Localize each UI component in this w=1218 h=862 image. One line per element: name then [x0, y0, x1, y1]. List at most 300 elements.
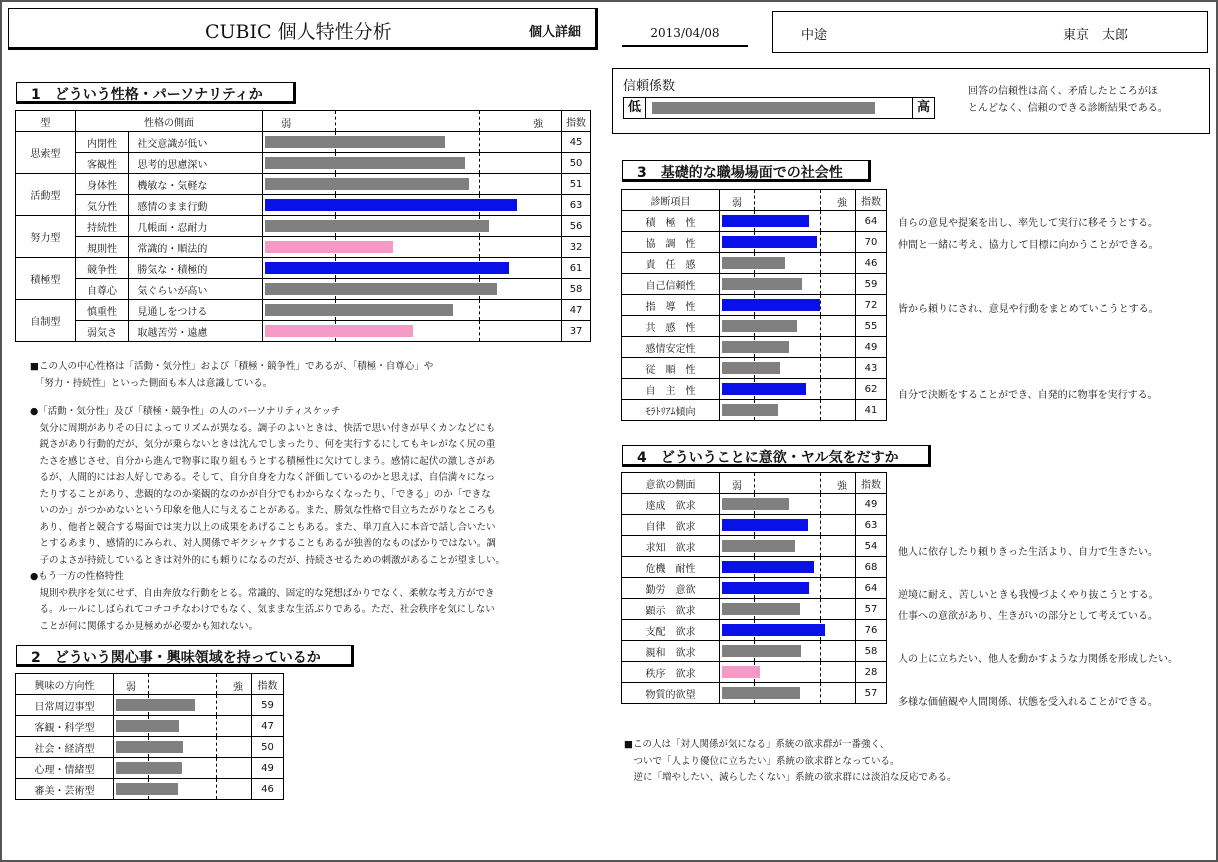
- index-cell: 46: [856, 253, 887, 274]
- scale-divider: [820, 494, 821, 514]
- reliability-low-label: 低: [624, 98, 646, 118]
- score-bar: [116, 762, 182, 774]
- table-row: [622, 599, 887, 620]
- report-subtitle: 個人詳細: [528, 25, 581, 40]
- score-bar: [116, 699, 195, 711]
- item-label: ﾓﾗﾄﾘｱﾑ傾向: [622, 400, 720, 421]
- other-trait-line: 規則や秩序を気にせず、自由奔放な行動をとる。常識的、固定的な発想ばかりでなく、柔軟な考え方ができ: [30, 587, 495, 599]
- scale-divider: [479, 321, 480, 341]
- score-bar: [722, 299, 820, 311]
- table-row: [16, 258, 591, 279]
- desc-cell: 感情のまま行動: [129, 195, 263, 216]
- row-comment: 多様な価値観や人間関係、状態を受入れることができる。: [898, 697, 1158, 708]
- table-row: [16, 132, 591, 153]
- table-row: [622, 232, 887, 253]
- row-comment: 逆境に耐え、苦しいときも我慢づよくやり抜こうとする。: [898, 589, 1159, 601]
- motivation-table: [621, 472, 887, 704]
- scale-divider: [479, 300, 480, 320]
- table-row: [16, 237, 591, 258]
- table-row: [16, 695, 284, 716]
- score-bar: [265, 136, 445, 148]
- bar-cell: [263, 153, 562, 174]
- score-bar: [116, 783, 178, 795]
- scale-divider: [148, 674, 149, 694]
- table-row: [622, 620, 887, 641]
- score-bar: [722, 687, 800, 699]
- index-cell: 49: [252, 758, 284, 779]
- desc-cell: 機敏な・気軽な: [129, 174, 263, 195]
- bar-cell: [720, 232, 856, 253]
- sketch-line: 気分に周期がありその日によってリズムが異なる。調子のよいときは、快活で思い付きが早くカンなどにも: [30, 422, 496, 434]
- score-bar: [265, 304, 453, 316]
- score-bar: [116, 720, 179, 732]
- trait-cell: 持続性: [75, 216, 129, 237]
- index-cell: 43: [856, 358, 887, 379]
- header-aspect: 興味の方向性: [16, 674, 114, 695]
- trait-cell: 内閉性: [75, 132, 129, 153]
- type-cell: 活動型: [16, 174, 76, 216]
- sketch-line: るが、人間的にはお人好しである。そして、自分自身を力なく評価しているのかと思えば、自信満々になっ: [30, 472, 496, 483]
- index-cell: 57: [856, 683, 887, 704]
- table-row: [16, 153, 591, 174]
- reliability-comment-line: 回答の信頼性は高く、矛盾したところがほ: [968, 86, 1158, 97]
- type-cell: 思索型: [16, 132, 76, 174]
- header-weak: 弱: [126, 682, 136, 693]
- table-row: [622, 515, 887, 536]
- reliability-label: 信頼係数: [623, 79, 676, 94]
- bar-cell: [720, 620, 856, 641]
- bar-cell: [720, 295, 856, 316]
- sketch-line: たりすることがあり、悲観的なのか楽観的なのかが自分でもわからなくなったり、「できる」のか「できな: [30, 488, 491, 500]
- person-category: 中途: [801, 28, 828, 43]
- index-cell: 32: [562, 237, 591, 258]
- header-strong: 強: [533, 119, 544, 130]
- index-cell: 49: [856, 337, 887, 358]
- scale-divider: [820, 232, 821, 252]
- score-bar: [722, 341, 789, 353]
- desc-cell: 勝気な・積極的: [129, 258, 263, 279]
- reliability-bar: [623, 97, 935, 119]
- scale-divider: [820, 274, 821, 294]
- header-index: 指数: [252, 674, 284, 695]
- score-bar: [722, 540, 795, 552]
- item-label: 顕示 欲求: [622, 599, 720, 620]
- table-row: [622, 211, 887, 232]
- table-row: [622, 295, 887, 316]
- scale-divider: [479, 132, 480, 152]
- index-cell: 58: [856, 641, 887, 662]
- type-cell: 努力型: [16, 216, 76, 258]
- desc-cell: 気ぐらいが高い: [129, 279, 263, 300]
- table-row: [16, 279, 591, 300]
- bar-cell: [720, 578, 856, 599]
- bar-cell: [720, 494, 856, 515]
- score-bar: [722, 603, 800, 615]
- scale-divider: [754, 473, 755, 493]
- bar-cell: [263, 300, 562, 321]
- item-label: 社会・経済型: [16, 737, 114, 758]
- table-row: [622, 253, 887, 274]
- index-cell: 64: [856, 578, 887, 599]
- item-label: 自 主 性: [622, 379, 720, 400]
- score-bar: [265, 157, 465, 169]
- score-bar: [722, 561, 814, 573]
- scale-divider: [820, 599, 821, 619]
- scale-divider: [820, 337, 821, 357]
- sketch-line: いのか」がつかめないという印象を他人に与えることがある。また、勝気な性格で目立ちたがりなところも: [30, 505, 496, 516]
- scale-divider: [820, 295, 821, 315]
- bar-cell: [114, 695, 252, 716]
- index-cell: 46: [252, 779, 284, 800]
- type-cell: 積極型: [16, 258, 76, 300]
- index-cell: 37: [562, 321, 591, 342]
- index-cell: 63: [562, 195, 591, 216]
- desc-cell: 常識的・順法的: [129, 237, 263, 258]
- reliability-fill: [652, 102, 875, 114]
- scale-divider: [820, 683, 821, 703]
- scale-divider: [820, 253, 821, 273]
- motivation-summary: [624, 737, 957, 787]
- sketch-line: とするあまり、感情的にみられ、対人関係でギクシャクすることもあるが独善的なものばかりではない。調: [30, 538, 496, 549]
- scale-divider: [216, 758, 217, 778]
- table-row: [16, 195, 591, 216]
- other-trait-title: ●もう一方の性格特性: [30, 571, 124, 582]
- sketch-line: たさを感じさせ、自分から進んで物事に取り組もうとする積極性に欠けてしまう。感情に起伏の激しさがあ: [30, 455, 496, 467]
- type-cell: 自制型: [16, 300, 76, 342]
- social-table: [621, 189, 887, 421]
- personality-table: [15, 110, 591, 342]
- row-comment: 他人に依存したり頼りきった生活より、自力で生きたい。: [898, 546, 1158, 558]
- trait-cell: 身体性: [75, 174, 129, 195]
- score-bar: [265, 199, 517, 211]
- desc-cell: 思考的思慮深い: [129, 153, 263, 174]
- scale-divider: [820, 557, 821, 577]
- summary-line: 「努力・持続性」といった側面も本人は意識している。: [30, 377, 273, 389]
- scale-divider: [479, 153, 480, 173]
- score-bar: [722, 404, 778, 416]
- personality-sketch: [30, 404, 505, 569]
- bar-cell: [263, 132, 562, 153]
- index-cell: 72: [856, 295, 887, 316]
- other-trait-line: る。ルールにしばられてコチコチなわけでもなく、気ままな生活ぶりである。ただ、社会秩序を気にしない: [30, 604, 495, 615]
- desc-cell: 社交意識が低い: [129, 132, 263, 153]
- bar-cell: [263, 216, 562, 237]
- header-scale: [720, 190, 856, 211]
- bar-cell: [720, 337, 856, 358]
- header-aspect: 意欲の側面: [622, 473, 720, 494]
- scale-divider: [479, 237, 480, 257]
- row-comment: 自らの意見や提案を出し、率先して実行に移そうとする。: [898, 218, 1158, 229]
- header-type: 型: [16, 111, 76, 132]
- score-bar: [265, 220, 489, 232]
- item-label: 支配 欲求: [622, 620, 720, 641]
- item-label: 積 極 性: [622, 211, 720, 232]
- bar-cell: [720, 253, 856, 274]
- item-label: 責 任 感: [622, 253, 720, 274]
- table-row: [16, 174, 591, 195]
- scale-divider: [820, 400, 821, 420]
- table-row: [622, 536, 887, 557]
- index-cell: 51: [562, 174, 591, 195]
- index-cell: 59: [856, 274, 887, 295]
- report-title: CUBIC 個人特性分析: [205, 21, 392, 43]
- index-cell: 49: [856, 494, 887, 515]
- score-bar: [722, 383, 806, 395]
- score-bar: [722, 278, 802, 290]
- item-label: 指 導 性: [622, 295, 720, 316]
- bar-cell: [263, 174, 562, 195]
- table-row: [16, 737, 284, 758]
- bar-cell: [720, 515, 856, 536]
- index-cell: 41: [856, 400, 887, 421]
- bar-cell: [720, 683, 856, 704]
- bar-cell: [263, 237, 562, 258]
- sketch-line: あり、他者と競合する場面では実力以上の成果をあげることもある。また、単刀直入に本音で話し合いたい: [30, 521, 496, 533]
- table-row: [16, 321, 591, 342]
- scale-divider: [216, 695, 217, 715]
- scale-divider: [820, 316, 821, 336]
- section4-title: 4 どういうことに意欲・ヤル気をだすか: [622, 445, 931, 467]
- index-cell: 45: [562, 132, 591, 153]
- index-cell: 54: [856, 536, 887, 557]
- scale-divider: [820, 641, 821, 661]
- item-label: 秩序 欲求: [622, 662, 720, 683]
- bar-cell: [114, 716, 252, 737]
- score-bar: [722, 624, 825, 636]
- report-date: 2013/04/08: [622, 26, 748, 47]
- item-label: 客観・科学型: [16, 716, 114, 737]
- header-weak: 弱: [281, 119, 292, 130]
- scale-divider: [335, 111, 336, 131]
- scale-divider: [216, 716, 217, 736]
- header-aspect: 性格の側面: [75, 111, 263, 132]
- scale-divider: [216, 779, 217, 799]
- section3-title: 3 基礎的な職場場面での社会性: [622, 160, 871, 182]
- table-row: [622, 662, 887, 683]
- index-cell: 64: [856, 211, 887, 232]
- bar-cell: [720, 662, 856, 683]
- scale-divider: [820, 358, 821, 378]
- header-scale: [720, 473, 856, 494]
- index-cell: 68: [856, 557, 887, 578]
- row-comment: 自分で決断をすることができ、自発的に物事を実行する。: [898, 390, 1158, 401]
- score-bar: [722, 498, 789, 510]
- reliability-high-label: 高: [912, 98, 934, 118]
- section1-title: 1 どういう性格・パーソナリティか: [16, 82, 296, 104]
- desc-cell: 取越苦労・遠慮: [129, 321, 263, 342]
- bar-cell: [720, 358, 856, 379]
- index-cell: 62: [856, 379, 887, 400]
- table-row: [16, 300, 591, 321]
- header-scale: [263, 111, 562, 132]
- title-box: [8, 8, 598, 50]
- bar-cell: [720, 211, 856, 232]
- scale-divider: [479, 111, 480, 131]
- table-row: [622, 400, 887, 421]
- bar-cell: [720, 536, 856, 557]
- trait-cell: 気分性: [75, 195, 129, 216]
- scale-divider: [820, 578, 821, 598]
- interest-table: [15, 673, 284, 800]
- header-strong: 強: [837, 198, 847, 209]
- item-label: 感情安定性: [622, 337, 720, 358]
- other-trait-line: ことが何に関係するか見極めが必要かも知れない。: [30, 620, 259, 632]
- bar-cell: [263, 258, 562, 279]
- bar-cell: [720, 379, 856, 400]
- table-row: [622, 379, 887, 400]
- table-row: [16, 216, 591, 237]
- scale-divider: [820, 536, 821, 556]
- person-box: [772, 11, 1208, 53]
- header-weak: 弱: [732, 198, 742, 209]
- person-name: 東京 太郎: [1063, 28, 1129, 43]
- sketch-line: 子のよさが持続しているときは対外的にも頼りになるのだが、持続させるための刺激があることが望ましい。: [30, 554, 506, 566]
- row-comment: 仲間と一緒に考え、協力して目標に向かうことができる。: [898, 239, 1159, 251]
- header-strong: 強: [233, 682, 243, 693]
- table-row: [622, 557, 887, 578]
- section2-title: 2 どういう関心事・興味領域を持っているか: [16, 645, 354, 667]
- item-label: 自己信頼性: [622, 274, 720, 295]
- scale-divider: [820, 211, 821, 231]
- index-cell: 55: [856, 316, 887, 337]
- score-bar: [722, 645, 801, 657]
- index-cell: 50: [252, 737, 284, 758]
- trait-cell: 客観性: [75, 153, 129, 174]
- index-cell: 50: [562, 153, 591, 174]
- table-row: [16, 716, 284, 737]
- summary-line: 逆に「増やしたい、減らしたくない」系統の欲求群には淡泊な反応である。: [624, 772, 957, 783]
- table-row: [622, 274, 887, 295]
- bar-cell: [720, 557, 856, 578]
- other-trait: [30, 569, 495, 635]
- header-weak: 弱: [732, 481, 742, 492]
- bar-cell: [720, 274, 856, 295]
- trait-cell: 規則性: [75, 237, 129, 258]
- row-comment: 皆から頼りにされ、意見や行動をまとめていこうとする。: [898, 304, 1159, 315]
- item-label: 共 感 性: [622, 316, 720, 337]
- header-index: 指数: [856, 190, 887, 211]
- reliability-box: [612, 68, 1210, 134]
- index-cell: 59: [252, 695, 284, 716]
- table-row: [16, 779, 284, 800]
- table-row: [622, 494, 887, 515]
- trait-cell: 弱気さ: [75, 321, 129, 342]
- scale-divider: [479, 174, 480, 194]
- personality-summary: [30, 359, 433, 392]
- header-scale: [114, 674, 252, 695]
- item-label: 協 調 性: [622, 232, 720, 253]
- score-bar: [722, 362, 780, 374]
- item-label: 親和 欲求: [622, 641, 720, 662]
- item-label: 勤労 意欲: [622, 578, 720, 599]
- score-bar: [722, 257, 785, 269]
- bar-cell: [114, 758, 252, 779]
- score-bar: [265, 178, 469, 190]
- bar-cell: [720, 400, 856, 421]
- header-strong: 強: [837, 481, 847, 492]
- bar-cell: [720, 599, 856, 620]
- index-cell: 63: [856, 515, 887, 536]
- row-comment: 人の上に立ちたい、他人を動かすような力関係を形成したい。: [898, 654, 1178, 665]
- desc-cell: 見通しをつける: [129, 300, 263, 321]
- table-row: [16, 758, 284, 779]
- bar-cell: [263, 279, 562, 300]
- index-cell: 57: [856, 599, 887, 620]
- index-cell: 70: [856, 232, 887, 253]
- bar-cell: [114, 779, 252, 800]
- trait-cell: 自尊心: [75, 279, 129, 300]
- scale-divider: [820, 379, 821, 399]
- summary-line: ■この人は「対人関係が気になる」系統の欲求群が一番強く、: [624, 739, 890, 750]
- table-row: [622, 578, 887, 599]
- row-comment: 仕事への意欲があり、生きがいの部分として考えている。: [898, 611, 1158, 622]
- score-bar: [722, 215, 809, 227]
- index-cell: 58: [562, 279, 591, 300]
- trait-cell: 慎重性: [75, 300, 129, 321]
- table-row: [622, 316, 887, 337]
- score-bar: [265, 325, 413, 337]
- scale-divider: [820, 473, 821, 493]
- score-bar: [722, 236, 817, 248]
- sketch-title: ●「活動・気分性」及び「積極・競争性」の人のパーソナリティスケッチ: [30, 406, 341, 417]
- scale-divider: [754, 190, 755, 210]
- summary-line: ■この人の中心性格は「活動・気分性」および「積極・競争性」であるが、「積極・自尊心」や: [30, 361, 434, 372]
- sketch-line: 鋭さがあり行動的だが、気分が乗らないときは沈んでしまったり、何を実行するにしてもキレがなく尻の重: [30, 439, 496, 450]
- score-bar: [722, 320, 797, 332]
- index-cell: 47: [562, 300, 591, 321]
- trait-cell: 競争性: [75, 258, 129, 279]
- header-index: 指数: [562, 111, 591, 132]
- item-label: 従 順 性: [622, 358, 720, 379]
- item-label: 求知 欲求: [622, 536, 720, 557]
- index-cell: 61: [562, 258, 591, 279]
- scale-divider: [216, 674, 217, 694]
- table-row: [622, 641, 887, 662]
- scale-divider: [820, 515, 821, 535]
- header-index: 指数: [856, 473, 887, 494]
- item-label: 物質的欲望: [622, 683, 720, 704]
- score-bar: [265, 241, 393, 253]
- reliability-comment: [968, 83, 1188, 117]
- scale-divider: [216, 737, 217, 757]
- score-bar: [116, 741, 183, 753]
- bar-cell: [114, 737, 252, 758]
- score-bar: [265, 283, 497, 295]
- item-label: 心理・情緒型: [16, 758, 114, 779]
- item-label: 危機 耐性: [622, 557, 720, 578]
- header-aspect: 診断項目: [622, 190, 720, 211]
- score-bar: [265, 262, 509, 274]
- desc-cell: 几帳面・忍耐力: [129, 216, 263, 237]
- index-cell: 28: [856, 662, 887, 683]
- score-bar: [722, 519, 808, 531]
- item-label: 達成 欲求: [622, 494, 720, 515]
- item-label: 自律 欲求: [622, 515, 720, 536]
- reliability-comment-line: とんどなく、信頼のできる診断結果である。: [968, 103, 1168, 114]
- summary-line: ついで「人より優位に立ちたい」系統の欲求群となっている。: [624, 755, 900, 767]
- table-row: [622, 358, 887, 379]
- bar-cell: [263, 195, 562, 216]
- table-row: [622, 683, 887, 704]
- item-label: 日常周辺事型: [16, 695, 114, 716]
- index-cell: 47: [252, 716, 284, 737]
- index-cell: 56: [562, 216, 591, 237]
- item-label: 審美・芸術型: [16, 779, 114, 800]
- scale-divider: [820, 190, 821, 210]
- score-bar: [722, 582, 809, 594]
- bar-cell: [720, 641, 856, 662]
- bar-cell: [263, 321, 562, 342]
